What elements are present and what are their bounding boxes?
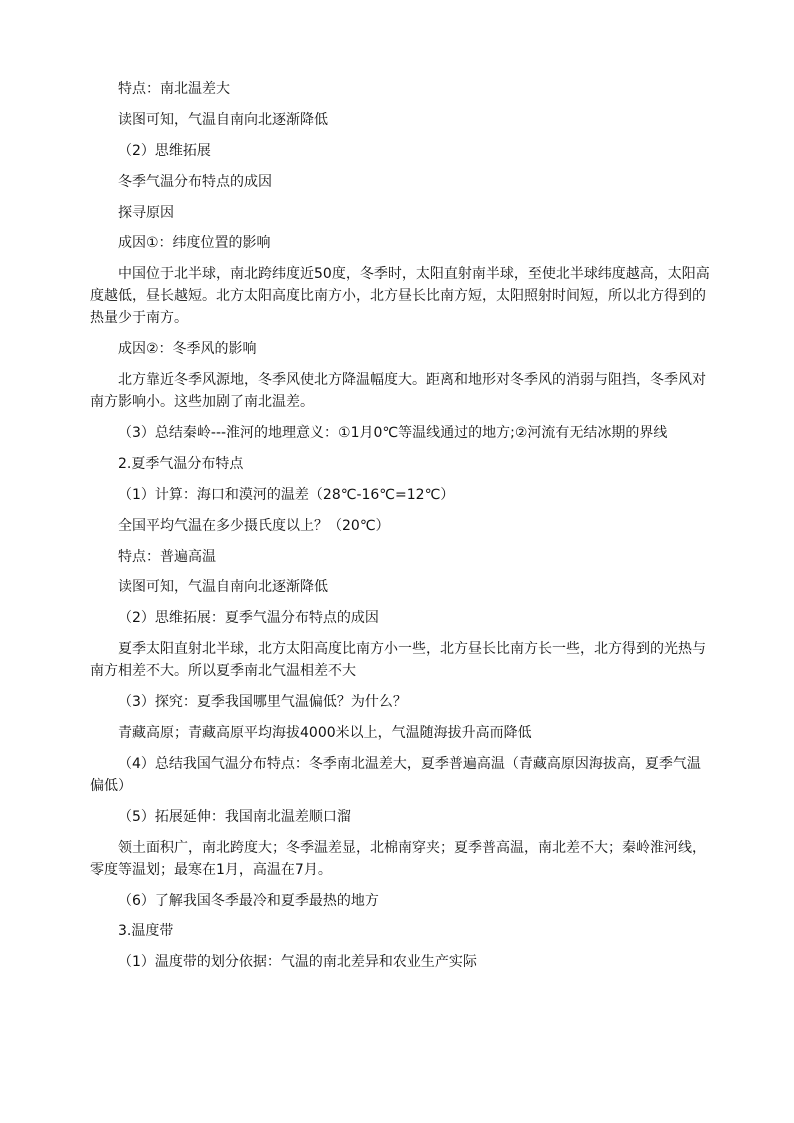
paragraph-16: （2）思维拓展：夏季气温分布特点的成因 — [118, 610, 379, 627]
paragraph-4: 冬季气温分布特点的成因 — [118, 173, 272, 190]
paragraph-25: （1）温度带的划分依据：气温的南北差异和农业生产实际 — [118, 954, 477, 971]
paragraph-23: （6）了解我国冬季最冷和夏季最热的地方 — [118, 892, 379, 909]
paragraph-10: （3）总结秦岭---淮河的地理意义：①1月0℃等温线通过的地方;②河流有无结冰期的界线 — [118, 425, 668, 442]
paragraph-3: （2）思维拓展 — [118, 142, 211, 159]
paragraph-14: 特点：普遍高温 — [118, 548, 216, 565]
paragraph-21: （5）拓展延伸：我国南北温差顺口溜 — [118, 808, 351, 825]
paragraph-12: （1）计算：海口和漠河的温差（28℃-16℃=12℃） — [118, 486, 455, 503]
paragraph-18: （3）探究：夏季我国哪里气温偏低？为什么？ — [118, 694, 407, 711]
paragraph-22: 领土面积广，南北跨度大；冬季温差显，北棉南穿夹；夏季普高温，南北差不大；秦岭淮河线，零度等温划；最寒在1月，高温在7月。 — [90, 839, 706, 878]
paragraph-15: 读图可知，气温自南向北逐渐降低 — [118, 579, 328, 596]
paragraph-5: 探寻原因 — [118, 204, 174, 221]
paragraph-8: 成因②：冬季风的影响 — [118, 341, 257, 358]
paragraph-19: 青藏高原；青藏高原平均海拔4000米以上，气温随海拔升高而降低 — [118, 725, 532, 742]
paragraph-1: 特点：南北温差大 — [118, 81, 230, 97]
paragraph-17: 夏季太阳直射北半球，北方太阳高度比南方小一些，北方昼长比南方长一些，北方得到的光热与南方相差不大。所以夏季南北气温相差不大 — [90, 641, 706, 680]
paragraph-6: 成因①：纬度位置的影响 — [118, 235, 271, 252]
paragraph-24: 3.温度带 — [118, 923, 174, 940]
paragraph-11: 2.夏季气温分布特点 — [118, 455, 244, 472]
paragraph-2: 读图可知，气温自南向北逐渐降低 — [118, 111, 328, 128]
paragraph-9: 北方靠近冬季风源地，冬季风使北方降温幅度大。距离和地形对冬季风的消弱与阻挡，冬季风对南方影响小。这些加剧了南北温差。 — [90, 372, 706, 411]
document-page — [90, 78, 712, 982]
paragraph-7: 中国位于北半球，南北跨纬度近50度，冬季时，太阳直射南半球，至使北半球纬度越高，太阳高度越低，昼长越短。北方太阳高度比南方小，北方昼长比南方短，太阳照射时间短，所以北方得到的热量少于南方。 — [90, 266, 710, 327]
paragraph-20: （4）总结我国气温分布特点：冬季南北温差大，夏季普遍高温（青藏高原因海拔高，夏季气温偏低） — [90, 755, 701, 794]
paragraph-13: 全国平均气温在多少摄氏度以上？（20℃） — [118, 517, 390, 534]
